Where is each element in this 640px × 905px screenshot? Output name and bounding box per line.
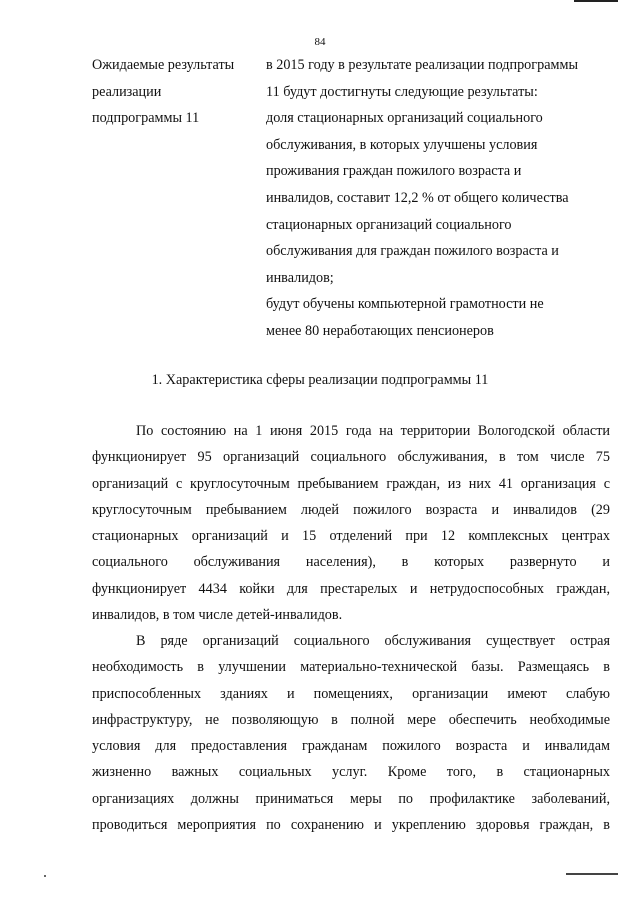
paragraph-line: жизненно важных социальных услуг. Кроме того, в стационарных — [92, 764, 610, 781]
scan-edge-mark — [574, 0, 618, 2]
paragraph-line: условия для предоставления гражданам пожилого возраста и инвалидам — [92, 738, 610, 755]
results-line: будут обучены компьютерной грамотности не — [266, 296, 544, 313]
scan-edge-mark — [566, 873, 618, 875]
label-line: подпрограммы 11 — [92, 110, 200, 127]
paragraph-line: приспособленных зданиях и помещениях, организации имеют слабую — [92, 685, 610, 702]
results-line: обслуживания, в которых улучшены условия — [266, 136, 538, 153]
expected-results-text — [266, 52, 611, 345]
paragraph-line: функционирует 95 организаций социального обслуживания, в том числе 75 — [92, 449, 610, 466]
paragraph-line: стационарных организаций и 15 отделений при 12 комплексных центрах — [92, 528, 610, 545]
results-line: менее 80 неработающих пенсионеров — [266, 322, 494, 339]
results-line: проживания граждан пожилого возраста и — [266, 163, 522, 180]
results-line: в 2015 году в результате реализации подпрограммы — [266, 57, 578, 73]
results-line: стационарных организаций социального — [266, 216, 512, 233]
results-line: обслуживания для граждан пожилого возраста и — [266, 243, 559, 260]
label-line: реализации — [92, 83, 162, 100]
paragraph-line: В ряде организаций социального обслуживания существует острая — [136, 633, 610, 649]
results-line: 11 будут достигнуты следующие результаты: — [266, 83, 538, 100]
paragraph-line: организациях должны приниматься меры по профилактике заболеваний, — [92, 790, 610, 807]
paragraph-line: организаций с круглосуточным пребыванием граждан, из них 41 организация с — [92, 475, 610, 492]
paragraph-line: функционирует 4434 койки для престарелых и нетрудоспособных граждан, — [92, 580, 610, 597]
section-heading: 1. Характеристика сферы реализации подпрограммы 11 — [151, 372, 489, 388]
paragraph-line: круглосуточным пребыванием людей пожилого возраста и инвалидов (29 — [92, 501, 610, 518]
results-line: инвалидов; — [266, 269, 334, 286]
paragraph-infrastructure — [92, 628, 610, 838]
paragraph-line: необходимость в улучшении материально-технической базы. Размещаясь в — [92, 659, 610, 676]
scan-speck — [44, 875, 46, 877]
page-number: 84 — [314, 36, 326, 48]
paragraph-line: проводиться мероприятия по сохранению и укреплению здоровья граждан, в — [92, 817, 610, 834]
paragraph-line: инвалидов, в том числе детей-инвалидов. — [92, 607, 343, 624]
label-line: Ожидаемые результаты — [92, 57, 235, 73]
paragraph-line: социального обслуживания населения), в которых развернуто и — [92, 554, 610, 571]
expected-results-label — [92, 52, 257, 132]
results-line: инвалидов, составит 12,2 % от общего количества — [266, 189, 569, 206]
paragraph-current-state — [92, 418, 610, 628]
results-line: доля стационарных организаций социального — [266, 110, 543, 127]
paragraph-line: инфраструктуру, не позволяющую в полной мере обеспечить необходимые — [92, 711, 610, 728]
paragraph-line: По состоянию на 1 июня 2015 года на территории Вологодской области — [136, 423, 610, 439]
